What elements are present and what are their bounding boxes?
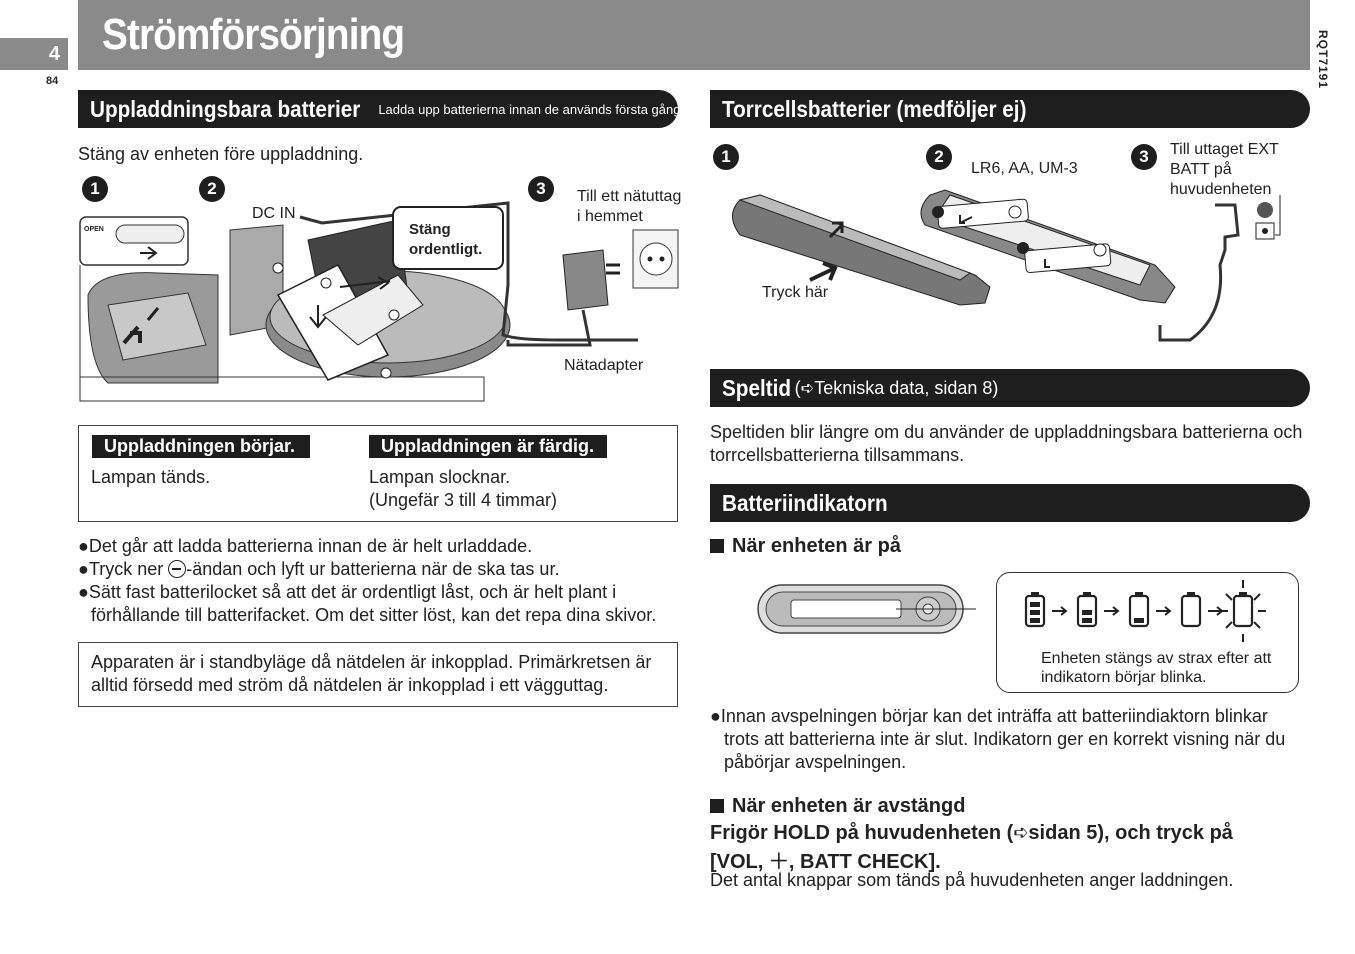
playtime-reference: (➪Tekniska data, sidan 8) xyxy=(794,377,999,398)
page-number: 4 xyxy=(48,43,60,65)
section-heading: Torrcellsbatterier (medföljer ej) xyxy=(722,95,1027,122)
list-item-continued: förhållande till batterifacket. Om det sitter löst, kan det repa dina skivor. xyxy=(91,605,657,625)
section-heading: Speltid xyxy=(722,374,792,401)
battery-level-icon xyxy=(1078,592,1096,626)
standby-note-line-2: alltid försedd med ström då nätdelen är inkopplad i ett vägguttag. xyxy=(91,675,609,695)
battery-level-icon xyxy=(1182,592,1200,626)
indicator-caption-2: indikatorn börjar blinka. xyxy=(1041,669,1207,686)
page-number-tab xyxy=(0,38,68,70)
minus-icon xyxy=(168,560,186,578)
ext-batt-label: Till uttaget EXT BATT på huvudenheten xyxy=(1170,141,1279,198)
label-charging-starts: Uppladdningen börjar. xyxy=(92,435,310,458)
arrow-right-icon xyxy=(1104,607,1118,615)
battery-level-icon xyxy=(1130,592,1148,626)
playtime-text-2: torrcellsbatterierna tillsammans. xyxy=(710,445,965,465)
section-battery-indicator xyxy=(710,484,1310,522)
label-charging-done: Uppladdningen är färdig. xyxy=(369,435,607,458)
section-heading: Uppladdningsbara batterier xyxy=(90,95,361,122)
section-drycell xyxy=(710,90,1310,128)
list-item-continued: trots att batterierna inte är slut. Indikatorn ger en korrekt visning när du xyxy=(724,729,1286,749)
page-number-small: 84 xyxy=(46,75,59,87)
device-illustration xyxy=(756,580,976,640)
list-item: ●Tryck ner -ändan och lyft ur batterierna när de ska tas ur. xyxy=(78,559,560,579)
off-text: Det antal knappar som tänds på huvudenheten anger laddningen. xyxy=(710,870,1234,890)
battery-level-icon xyxy=(1220,580,1266,642)
doc-code: RQT7191 xyxy=(1316,30,1330,90)
arrow-right-icon xyxy=(1208,607,1222,615)
off-instruction-2: [VOL, ＋, BATT CHECK]. xyxy=(710,851,941,873)
drycell-illustration xyxy=(720,175,1290,350)
off-instruction-1: Frigör HOLD på huvudenheten (➪sidan 5), och tryck på xyxy=(710,822,1233,844)
charging-time-text: (Ungefär 3 till 4 timmar) xyxy=(369,490,558,510)
indicator-caption-1: Enheten stängs av strax efter att xyxy=(1041,650,1272,667)
adapter-label: Nätadapter xyxy=(564,357,644,374)
arrow-right-icon xyxy=(1052,607,1066,615)
dc-in-label: DC IN xyxy=(252,205,296,222)
battery-level-sequence xyxy=(1018,580,1288,645)
standby-note-line-1: Apparaten är i standbyläge då nätdelen är inkopplad. Primärkretsen är xyxy=(91,652,652,672)
section-playtime xyxy=(710,369,1310,407)
step-2: 2 xyxy=(926,144,952,170)
battery-type-label: LR6, AA, UM-3 xyxy=(971,160,1078,177)
press-here-label: Tryck här xyxy=(762,284,829,301)
off-heading: När enheten är avstängd xyxy=(710,795,965,818)
list-item-continued: påbörjar avspelningen. xyxy=(724,752,907,772)
step-2: 2 xyxy=(199,176,225,202)
playtime-text-1: Speltiden blir längre om du använder de uppladdningsbara batterierna och xyxy=(710,422,1303,442)
section-subheading: Ladda upp batterierna innan de används första gången. xyxy=(378,101,699,117)
arrow-right-icon xyxy=(1156,607,1170,615)
arrow-icon: ➪ xyxy=(1013,822,1029,844)
step-1: 1 xyxy=(82,176,108,202)
charging-starts-text: Lampan tänds. xyxy=(91,467,211,487)
step-3: 3 xyxy=(528,176,554,202)
arrow-icon: ➪ xyxy=(800,377,815,398)
square-bullet-icon xyxy=(710,799,724,813)
list-item: ●Innan avspelningen börjar kan det inträffa att batteriindiaktorn blinkar xyxy=(710,706,1268,726)
section-heading: Batteriindikatorn xyxy=(722,489,888,516)
on-heading: När enheten är på xyxy=(710,535,901,558)
charging-done-text: Lampan slocknar. xyxy=(369,467,511,487)
battery-level-icon xyxy=(1026,592,1044,626)
section-rechargeable xyxy=(78,90,699,128)
outlet-label: Till ett nätuttag i hemmet xyxy=(577,188,682,225)
list-item: ●Sätt fast batterilocket så att det är ordentligt låst, och är helt plant i xyxy=(78,582,617,602)
close-note: Stäng ordentligt. xyxy=(409,221,483,258)
step-3: 3 xyxy=(1131,144,1157,170)
step-1: 1 xyxy=(713,144,739,170)
open-label: OPEN xyxy=(84,226,104,233)
list-item: ●Det går att ladda batterierna innan de är helt urladdade. xyxy=(78,536,533,556)
intro-text: Stäng av enheten före uppladdning. xyxy=(78,144,364,164)
square-bullet-icon xyxy=(710,539,724,553)
page-title: Strömförsörjning xyxy=(102,10,405,59)
